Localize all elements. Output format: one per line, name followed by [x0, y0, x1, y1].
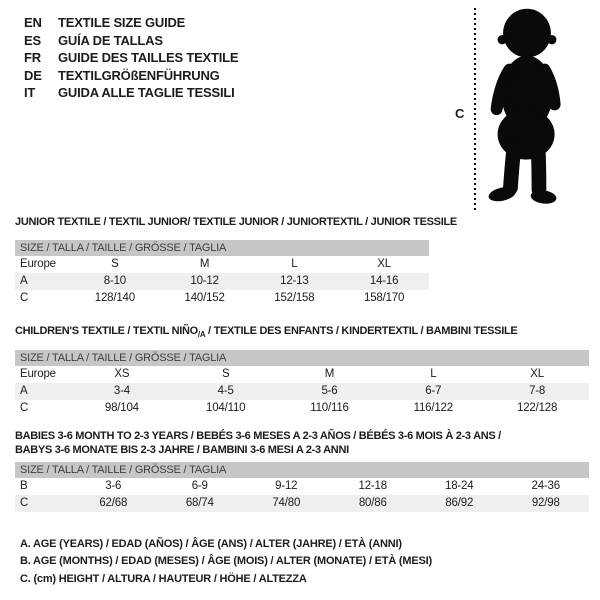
language-label: GUIDA ALLE TAGLIE TESSILI [58, 85, 235, 101]
table-title: JUNIOR TEXTILE / TEXTIL JUNIOR/ TEXTILE JUNIOR / JUNIORTEXTIL / JUNIOR TESSILE [15, 216, 457, 228]
size-cell: 24-36 [531, 480, 560, 492]
footnote-b: B. AGE (MONTHS) / EDAD (MESES) / ÂGE (MOIS) / ALTER (MONATE) / ETÀ (MESI) [20, 555, 432, 568]
row-label-cell: C [20, 497, 29, 509]
size-cell: M [199, 258, 210, 270]
language-list [24, 14, 238, 102]
height-dashed-line [474, 8, 476, 212]
size-cell: 122/128 [517, 402, 558, 415]
size-cell: XL [530, 368, 544, 381]
size-cell: 7-8 [529, 385, 546, 398]
size-cell: 3-6 [105, 480, 122, 492]
table-row [15, 478, 589, 495]
row-label-cell: A [20, 275, 28, 287]
row-label-cell: B [20, 480, 28, 492]
size-cell: M [324, 368, 335, 381]
size-cell: 4-5 [217, 385, 234, 398]
size-cell: 104/110 [206, 402, 246, 415]
height-measure-label: C [455, 106, 465, 121]
size-cell: 80/86 [358, 497, 387, 509]
language-row-de [24, 67, 238, 85]
size-cell: 92/98 [531, 497, 560, 509]
title-subscript: /A [197, 330, 206, 340]
footnotes [20, 536, 432, 588]
footnote-a: A. AGE (YEARS) / EDAD (AÑOS) / ÂGE (ANS) / ALTER (JAHRE) / ETÀ (ANNI) [20, 538, 402, 550]
table-row [15, 273, 429, 290]
language-code: ES [24, 32, 41, 48]
row-label-cell: Europe [20, 368, 56, 381]
table-row [15, 383, 589, 400]
language-code: IT [24, 85, 36, 101]
title-line: BABYS 3-6 MONATE BIS 2-3 JAHRE / BAMBINI 3-6 MESI A 2-3 ANNI [15, 444, 349, 456]
language-row-es [24, 32, 238, 50]
row-label-cell: C [20, 402, 29, 415]
size-cell: 110/116 [310, 402, 349, 415]
size-header-bar: SIZE / TALLA / TAILLE / GRÖSSE / TAGLIA [15, 462, 589, 478]
size-cell: 62/68 [99, 497, 128, 509]
size-header-bar: SIZE / TALLA / TAILLE / GRÖSSE / TAGLIA [15, 240, 429, 256]
size-cell: 158/170 [364, 292, 405, 304]
title-part: CHILDREN'S TEXTILE / TEXTIL NIÑO [15, 325, 198, 337]
language-code: EN [24, 15, 42, 31]
size-cell: XS [114, 368, 130, 381]
size-cell: L [291, 258, 298, 270]
childrens-textile-table [15, 324, 589, 417]
size-cell: 152/158 [274, 292, 315, 304]
table-row [15, 256, 429, 273]
size-header-bar: SIZE / TALLA / TAILLE / GRÖSSE / TAGLIA [15, 350, 589, 366]
title-line: BABIES 3-6 MONTH TO 2-3 YEARS / BEBÉS 3-6 MESES A 2-3 AÑOS / BÉBÉS 3-6 MOIS À 2-3 ANS / [15, 430, 501, 442]
size-cell: 68/74 [185, 497, 214, 509]
table-row [15, 495, 589, 512]
size-cell: 9-12 [275, 480, 298, 492]
size-cell: 98/104 [104, 402, 139, 415]
size-cell: 18-24 [445, 480, 474, 492]
language-label: GUIDE DES TAILLES TEXTILE [58, 50, 239, 66]
language-label: TEXTILE SIZE GUIDE [58, 15, 186, 31]
footnote-c: C. (cm) HEIGHT / ALTURA / HAUTEUR / HÖHE / ALTEZZA [20, 572, 307, 585]
size-cell: 74/80 [272, 497, 301, 509]
table-row [15, 400, 589, 417]
size-cell: 140/152 [184, 292, 225, 304]
size-cell: 128/140 [94, 292, 135, 304]
row-label-cell: C [20, 292, 29, 304]
size-cell: 116/122 [413, 402, 453, 415]
language-row-en [24, 14, 238, 32]
size-cell: S [111, 258, 119, 270]
language-code: DE [24, 67, 42, 83]
size-cell: L [430, 368, 437, 381]
size-cell: 3-4 [113, 385, 130, 398]
size-cell: 6-9 [191, 480, 208, 492]
size-cell: 12-13 [280, 275, 309, 287]
size-cell: 8-10 [103, 275, 126, 287]
title-part: / TEXTILE DES ENFANTS / KINDERTEXTIL / BAMBINI TESSILE [205, 325, 518, 337]
language-row-it [24, 84, 238, 102]
size-cell: 5-6 [321, 385, 338, 398]
row-label-cell: A [20, 385, 28, 398]
size-cell: 12-18 [358, 480, 387, 492]
table-title [15, 324, 589, 342]
language-label: TEXTILGRÖßENFÜHRUNG [58, 67, 220, 83]
language-code: FR [24, 50, 41, 66]
baby-silhouette-icon [481, 6, 573, 212]
table-title [15, 429, 589, 457]
size-cell: 10-12 [190, 275, 219, 287]
size-cell: 86/92 [445, 497, 474, 509]
size-cell: XL [377, 258, 391, 270]
table-row [15, 366, 589, 383]
table-row [15, 290, 429, 307]
size-cell: 6-7 [425, 385, 442, 398]
size-cell: 14-16 [369, 275, 399, 287]
language-row-fr [24, 49, 238, 67]
babies-textile-table [15, 429, 589, 512]
row-label-cell: Europe [20, 258, 56, 270]
junior-textile-table [15, 215, 457, 307]
size-cell: S [221, 368, 230, 381]
language-label: GUÍA DE TALLAS [58, 32, 163, 48]
